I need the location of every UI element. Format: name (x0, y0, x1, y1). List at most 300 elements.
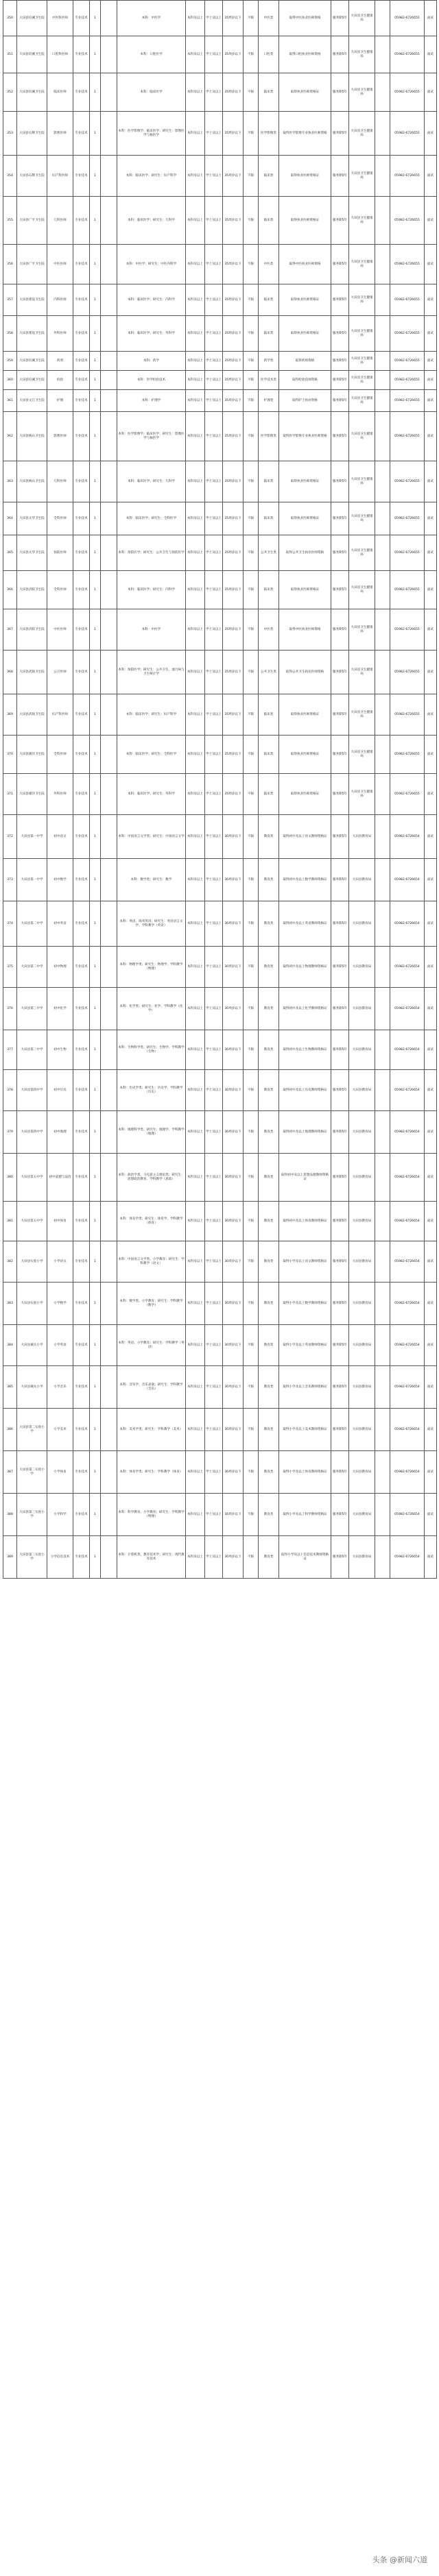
qualification-cell: 取得小学及以上英语教师资格证 (279, 1325, 331, 1366)
headcount-cell: 1 (90, 73, 101, 112)
position-type-cell: 专业技术 (73, 571, 90, 609)
service-term-cell: 服务期5年 (331, 651, 349, 694)
headcount-cell: 1 (90, 1, 101, 36)
position-type-cell: 专业技术 (73, 1202, 90, 1241)
blank-cell (101, 1536, 117, 1579)
blank-cell (101, 284, 117, 316)
employer-cell: 大田县广平卫生院 (17, 197, 47, 245)
source-watermark: 头条 @新闻六道 (369, 2553, 431, 2566)
major-requirement-cell: 本科：中国语言文学类；研究生：中国语言文学 (117, 815, 186, 859)
authority-cell: 大田县教育局 (349, 1325, 375, 1366)
major-requirement-cell: 本科：科学教育、小学教育；研究生：学科教学（物理） (117, 1494, 186, 1536)
service-term-cell: 服务期5年 (331, 352, 349, 371)
education-cell: 本科及以上 (186, 535, 205, 571)
row-number-cell: 364 (3, 502, 17, 535)
service-term-cell: 服务期5年 (331, 197, 349, 245)
contact-phone-cell: 05982-6726655 (390, 412, 425, 461)
education-cell: 本科及以上 (186, 736, 205, 774)
position-name-cell: 全科医师 (47, 571, 73, 609)
major-requirement-cell: 本科：临床医学；研究生：内科学 (117, 284, 186, 316)
remark-cell (375, 197, 390, 245)
exam-type-cell: 面试 (425, 284, 437, 316)
authority-cell: 大田县教育局 (349, 1202, 375, 1241)
age-cell: 30周岁以下 (223, 1111, 244, 1154)
headcount-cell: 1 (90, 988, 101, 1030)
row-number-cell: 366 (3, 571, 17, 609)
blank-cell (101, 73, 117, 112)
gender-cell: 不限 (244, 316, 259, 352)
position-name-cell: 预防医师 (47, 535, 73, 571)
employer-cell: 大田县第二中学 (17, 947, 47, 988)
service-term-cell: 服务期5年 (331, 815, 349, 859)
table-row (3, 461, 437, 502)
major-requirement-cell: 本科：生物科学类；研究生：生物学、学科教学（生物） (117, 1030, 186, 1070)
authority-cell: 大田县卫生健康局 (349, 774, 375, 815)
contact-phone-cell: 05982-6726655 (390, 73, 425, 112)
major-requirement-cell: 本科：音乐学、音乐表演；研究生：学科教学（音乐） (117, 1366, 186, 1409)
row-number-cell: 368 (3, 651, 17, 694)
employer-cell: 大田县第五中学 (17, 1154, 47, 1202)
position-name-cell: 初中语文 (47, 815, 73, 859)
field-category-cell: 护理类 (259, 390, 279, 412)
field-category-cell: 临床类 (259, 156, 279, 197)
service-term-cell: 服务期5年 (331, 390, 349, 412)
field-category-cell: 教育类 (259, 988, 279, 1030)
degree-cell: 学士及以上 (205, 1241, 223, 1283)
position-name-cell: 初中数学 (47, 859, 73, 901)
employer-cell: 大田县均溪卫生院 (17, 36, 47, 73)
authority-cell: 大田县卫生健康局 (349, 535, 375, 571)
age-cell: 30周岁以下 (223, 1536, 244, 1579)
education-cell: 本科及以上 (186, 694, 205, 736)
employer-cell: 大田县梅山卫生院 (17, 461, 47, 502)
authority-cell: 大田县教育局 (349, 1283, 375, 1325)
blank-cell (101, 1154, 117, 1202)
row-number-cell: 379 (3, 1111, 17, 1154)
service-term-cell: 服务期5年 (331, 947, 349, 988)
qualification-cell: 取得执业医师资格证 (279, 316, 331, 352)
exam-type-cell: 面试 (425, 502, 437, 535)
qualification-cell: 取得小学及以上语文教师资格证 (279, 1241, 331, 1283)
major-requirement-cell: 本科：中国语言文学类、小学教育；研究生：学科教学（语文） (117, 1241, 186, 1283)
exam-type-cell: 面试 (425, 694, 437, 736)
exam-type-cell: 面试 (425, 245, 437, 284)
headcount-cell: 1 (90, 1451, 101, 1494)
position-name-cell: 口腔科医师 (47, 36, 73, 73)
remark-cell (375, 502, 390, 535)
position-name-cell: 初中地理 (47, 1111, 73, 1154)
authority-cell: 大田县卫生健康局 (349, 112, 375, 156)
education-cell: 本科及以上 (186, 36, 205, 73)
education-cell: 本科及以上 (186, 609, 205, 651)
headcount-cell: 1 (90, 1154, 101, 1202)
education-cell: 本科及以上 (186, 1202, 205, 1241)
row-number-cell: 370 (3, 736, 17, 774)
blank-cell (101, 859, 117, 901)
remark-cell (375, 1241, 390, 1283)
position-type-cell: 专业技术 (73, 352, 90, 371)
qualification-cell: 取得初中及以上思想品德教师资格证 (279, 1154, 331, 1202)
blank-cell (101, 1451, 117, 1494)
employer-cell: 大田县实验小学 (17, 1283, 47, 1325)
position-type-cell: 专业技术 (73, 461, 90, 502)
gender-cell: 不限 (244, 571, 259, 609)
blank-cell (101, 1366, 117, 1409)
gender-cell: 不限 (244, 352, 259, 371)
gender-cell: 不限 (244, 859, 259, 901)
authority-cell: 大田县卫生健康局 (349, 390, 375, 412)
education-cell: 本科及以上 (186, 815, 205, 859)
row-number-cell: 378 (3, 1070, 17, 1111)
qualification-cell: 取得小学及以上音乐教师资格证 (279, 1366, 331, 1409)
headcount-cell: 1 (90, 390, 101, 412)
remark-cell (375, 1202, 390, 1241)
age-cell: 30周岁以下 (223, 1241, 244, 1283)
employer-cell: 大田县谢洋卫生院 (17, 736, 47, 774)
position-type-cell: 专业技术 (73, 156, 90, 197)
major-requirement-cell: 本科：英语、小学教育；研究生：学科教学（英语） (117, 1325, 186, 1366)
authority-cell: 大田县卫生健康局 (349, 571, 375, 609)
field-category-cell: 临床类 (259, 197, 279, 245)
field-category-cell: 临床类 (259, 736, 279, 774)
degree-cell: 学士及以上 (205, 371, 223, 390)
table-row (3, 390, 437, 412)
position-name-cell: 小学语文 (47, 1241, 73, 1283)
table-row (3, 901, 437, 947)
field-category-cell: 临床类 (259, 774, 279, 815)
row-number-cell: 372 (3, 815, 17, 859)
remark-cell (375, 245, 390, 284)
gender-cell: 不限 (244, 947, 259, 988)
table-row (3, 412, 437, 461)
remark-cell (375, 815, 390, 859)
authority-cell: 大田县卫生健康局 (349, 371, 375, 390)
service-term-cell: 服务期5年 (331, 1154, 349, 1202)
position-type-cell: 专业技术 (73, 1451, 90, 1494)
blank-cell (101, 1409, 117, 1451)
employer-cell: 大田县第三实验小学 (17, 1536, 47, 1579)
position-type-cell: 专业技术 (73, 1070, 90, 1111)
age-cell: 35周岁以下 (223, 571, 244, 609)
blank-cell (101, 1030, 117, 1070)
employer-cell: 大田县第一中学 (17, 859, 47, 901)
service-term-cell: 服务期5年 (331, 1494, 349, 1536)
qualification-cell: 取得中医执业医师资格 (279, 609, 331, 651)
row-number-cell: 351 (3, 36, 17, 73)
degree-cell: 学士及以上 (205, 736, 223, 774)
age-cell: 30周岁以下 (223, 1325, 244, 1366)
service-term-cell: 服务期5年 (331, 1366, 349, 1409)
gender-cell: 不限 (244, 1030, 259, 1070)
row-number-cell: 381 (3, 1202, 17, 1241)
qualification-cell: 取得初中及以上英语教师资格证 (279, 901, 331, 947)
service-term-cell: 服务期5年 (331, 1325, 349, 1366)
position-type-cell: 专业技术 (73, 1325, 90, 1366)
headcount-cell: 1 (90, 371, 101, 390)
blank-cell (101, 1202, 117, 1241)
service-term-cell: 服务期5年 (331, 156, 349, 197)
row-number-cell: 388 (3, 1494, 17, 1536)
table-row (3, 112, 437, 156)
table-row (3, 36, 437, 73)
gender-cell: 不限 (244, 651, 259, 694)
qualification-cell: 取得护士执业资格 (279, 390, 331, 412)
education-cell: 本科及以上 (186, 651, 205, 694)
education-cell: 本科及以上 (186, 284, 205, 316)
major-requirement-cell: 本科：临床医学；研究生：内科学 (117, 571, 186, 609)
age-cell: 35周岁以下 (223, 352, 244, 371)
field-category-cell: 教育类 (259, 947, 279, 988)
age-cell: 35周岁以下 (223, 371, 244, 390)
authority-cell: 大田县教育局 (349, 1494, 375, 1536)
table-row (3, 1154, 437, 1202)
remark-cell (375, 947, 390, 988)
blank-cell (101, 371, 117, 390)
education-cell: 本科及以上 (186, 73, 205, 112)
degree-cell: 学士及以上 (205, 1409, 223, 1451)
row-number-cell: 371 (3, 774, 17, 815)
age-cell: 35周岁以下 (223, 245, 244, 284)
gender-cell: 不限 (244, 390, 259, 412)
headcount-cell: 1 (90, 1111, 101, 1154)
age-cell: 30周岁以下 (223, 1283, 244, 1325)
headcount-cell: 1 (90, 197, 101, 245)
position-type-cell: 专业技术 (73, 1536, 90, 1579)
field-category-cell: 教育类 (259, 815, 279, 859)
remark-cell (375, 1409, 390, 1451)
remark-cell (375, 609, 390, 651)
authority-cell: 大田县教育局 (349, 988, 375, 1030)
blank-cell (101, 352, 117, 371)
row-number-cell: 353 (3, 112, 17, 156)
degree-cell: 学士及以上 (205, 1366, 223, 1409)
degree-cell: 学士及以上 (205, 73, 223, 112)
position-type-cell: 专业技术 (73, 774, 90, 815)
field-category-cell: 教育类 (259, 1451, 279, 1494)
degree-cell: 学士及以上 (205, 1111, 223, 1154)
table-row (3, 1, 437, 36)
service-term-cell: 服务期5年 (331, 774, 349, 815)
qualification-cell: 取得执业医师资格证 (279, 73, 331, 112)
gender-cell: 不限 (244, 1111, 259, 1154)
exam-type-cell: 面试 (425, 1241, 437, 1283)
contact-phone-cell: 05982-6726654 (390, 947, 425, 988)
major-requirement-cell: 本科：体育学类；研究生：体育学、学科教学（体育） (117, 1202, 186, 1241)
position-name-cell: 小学美术 (47, 1409, 73, 1451)
gender-cell: 不限 (244, 502, 259, 535)
exam-type-cell: 面试 (425, 1154, 437, 1202)
position-name-cell: 妇产科医师 (47, 694, 73, 736)
table-row (3, 1202, 437, 1241)
exam-type-cell: 面试 (425, 1325, 437, 1366)
employer-cell: 大田县梅山卫生院 (17, 412, 47, 461)
employer-cell: 大田县第二实验小学 (17, 1451, 47, 1494)
remark-cell (375, 1494, 390, 1536)
position-type-cell: 专业技术 (73, 36, 90, 73)
degree-cell: 学士及以上 (205, 651, 223, 694)
service-term-cell: 服务期5年 (331, 412, 349, 461)
blank-cell (101, 947, 117, 988)
education-cell: 本科及以上 (186, 1536, 205, 1579)
qualification-cell: 取得执业医师资格证 (279, 197, 331, 245)
education-cell: 本科及以上 (186, 571, 205, 609)
degree-cell: 学士及以上 (205, 774, 223, 815)
exam-type-cell: 面试 (425, 736, 437, 774)
position-type-cell: 专业技术 (73, 412, 90, 461)
position-name-cell: 小学体育 (47, 1451, 73, 1494)
education-cell: 本科及以上 (186, 1283, 205, 1325)
blank-cell (101, 316, 117, 352)
remark-cell (375, 73, 390, 112)
exam-type-cell: 面试 (425, 1030, 437, 1070)
position-type-cell: 专业技术 (73, 284, 90, 316)
position-type-cell: 专业技术 (73, 112, 90, 156)
age-cell: 30周岁以下 (223, 1202, 244, 1241)
remark-cell (375, 1325, 390, 1366)
employer-cell: 大田县第五中学 (17, 1202, 47, 1241)
employer-cell: 大田县文江卫生院 (17, 390, 47, 412)
age-cell: 30周岁以下 (223, 1409, 244, 1451)
exam-type-cell: 面试 (425, 859, 437, 901)
blank-cell (101, 1283, 117, 1325)
gender-cell: 不限 (244, 1325, 259, 1366)
qualification-cell: 取得初中及以上语文教师资格证 (279, 815, 331, 859)
headcount-cell: 1 (90, 284, 101, 316)
field-category-cell: 药学类 (259, 352, 279, 371)
degree-cell: 学士及以上 (205, 694, 223, 736)
service-term-cell: 服务期5年 (331, 316, 349, 352)
degree-cell: 学士及以上 (205, 36, 223, 73)
age-cell: 30周岁以下 (223, 1030, 244, 1070)
contact-phone-cell: 05982-6726654 (390, 1202, 425, 1241)
employer-cell: 大田县城关小学 (17, 1366, 47, 1409)
contact-phone-cell: 05982-6726654 (390, 1241, 425, 1283)
position-name-cell: 内科医师 (47, 284, 73, 316)
position-type-cell: 专业技术 (73, 815, 90, 859)
position-type-cell: 专业技术 (73, 1111, 90, 1154)
service-term-cell: 服务期5年 (331, 1070, 349, 1111)
remark-cell (375, 284, 390, 316)
degree-cell: 学士及以上 (205, 1154, 223, 1202)
headcount-cell: 1 (90, 412, 101, 461)
blank-cell (101, 1111, 117, 1154)
major-requirement-cell: 本科：中医学 (117, 609, 186, 651)
headcount-cell: 1 (90, 502, 101, 535)
blank-cell (101, 1, 117, 36)
contact-phone-cell: 05982-6726655 (390, 197, 425, 245)
service-term-cell: 服务期5年 (331, 571, 349, 609)
age-cell: 35周岁以下 (223, 1, 244, 36)
row-number-cell: 365 (3, 535, 17, 571)
contact-phone-cell: 05982-6726655 (390, 316, 425, 352)
row-number-cell: 354 (3, 156, 17, 197)
position-type-cell: 专业技术 (73, 736, 90, 774)
table-row (3, 352, 437, 371)
major-requirement-cell: 本科：临床医学；研究生：儿科学 (117, 461, 186, 502)
row-number-cell: 373 (3, 859, 17, 901)
gender-cell: 不限 (244, 371, 259, 390)
field-category-cell: 教育类 (259, 859, 279, 901)
exam-type-cell: 面试 (425, 112, 437, 156)
gender-cell: 不限 (244, 412, 259, 461)
headcount-cell: 1 (90, 609, 101, 651)
exam-type-cell: 面试 (425, 197, 437, 245)
major-requirement-cell: 本科：临床医学；研究生：妇产科学 (117, 694, 186, 736)
field-category-cell: 临床类 (259, 571, 279, 609)
remark-cell (375, 352, 390, 371)
blank-cell (101, 197, 117, 245)
major-requirement-cell: 本科：计算机类、教育技术学；研究生：现代教育技术 (117, 1536, 186, 1579)
row-number-cell: 359 (3, 352, 17, 371)
headcount-cell: 1 (90, 736, 101, 774)
gender-cell: 不限 (244, 36, 259, 73)
field-category-cell: 中医类 (259, 245, 279, 284)
education-cell: 本科及以上 (186, 316, 205, 352)
service-term-cell: 服务期5年 (331, 461, 349, 502)
position-type-cell: 专业技术 (73, 390, 90, 412)
headcount-cell: 1 (90, 1202, 101, 1241)
row-number-cell: 356 (3, 245, 17, 284)
position-name-cell: 全科医师 (47, 736, 73, 774)
employer-cell: 大田县武陵卫生院 (17, 651, 47, 694)
table-row (3, 316, 437, 352)
qualification-cell: 取得药师资格 (279, 352, 331, 371)
row-number-cell: 362 (3, 412, 17, 461)
service-term-cell: 服务期5年 (331, 535, 349, 571)
major-requirement-cell: 本科：中医学 (117, 1, 186, 36)
authority-cell: 大田县卫生健康局 (349, 461, 375, 502)
exam-type-cell: 面试 (425, 1451, 437, 1494)
headcount-cell: 1 (90, 1030, 101, 1070)
qualification-cell: 取得口腔执业医师资格 (279, 36, 331, 73)
age-cell: 30周岁以下 (223, 1494, 244, 1536)
position-type-cell: 专业技术 (73, 1154, 90, 1202)
age-cell: 30周岁以下 (223, 988, 244, 1030)
exam-type-cell: 面试 (425, 1202, 437, 1241)
position-type-cell: 专业技术 (73, 1, 90, 36)
authority-cell: 大田县卫生健康局 (349, 73, 375, 112)
position-name-cell: 外科医师 (47, 316, 73, 352)
degree-cell: 学士及以上 (205, 412, 223, 461)
exam-type-cell: 面试 (425, 901, 437, 947)
employer-cell: 大田县第三中学 (17, 1030, 47, 1070)
exam-type-cell: 面试 (425, 651, 437, 694)
education-cell: 本科及以上 (186, 197, 205, 245)
employer-cell: 大田县石牌卫生院 (17, 156, 47, 197)
table-row (3, 1494, 437, 1536)
service-term-cell: 服务期5年 (331, 1536, 349, 1579)
contact-phone-cell: 05982-6726655 (390, 156, 425, 197)
remark-cell (375, 1451, 390, 1494)
position-type-cell: 专业技术 (73, 651, 90, 694)
qualification-cell: 取得小学及以上体育教师资格证 (279, 1451, 331, 1494)
major-requirement-cell: 本科：口腔医学 (117, 36, 186, 73)
major-requirement-cell: 本科：英语、商务英语；研究生：英语语言文学、学科教学（英语） (117, 901, 186, 947)
degree-cell: 学士及以上 (205, 1, 223, 36)
gender-cell: 不限 (244, 1202, 259, 1241)
gender-cell: 不限 (244, 156, 259, 197)
position-name-cell: 初中历史 (47, 1070, 73, 1111)
position-name-cell: 初中道德与法治 (47, 1154, 73, 1202)
blank-cell (101, 1070, 117, 1111)
employer-cell: 大田县实验小学 (17, 1241, 47, 1283)
gender-cell: 不限 (244, 1366, 259, 1409)
position-type-cell: 专业技术 (73, 197, 90, 245)
remark-cell (375, 412, 390, 461)
headcount-cell: 1 (90, 1366, 101, 1409)
headcount-cell: 1 (90, 1241, 101, 1283)
gender-cell: 不限 (244, 1, 259, 36)
